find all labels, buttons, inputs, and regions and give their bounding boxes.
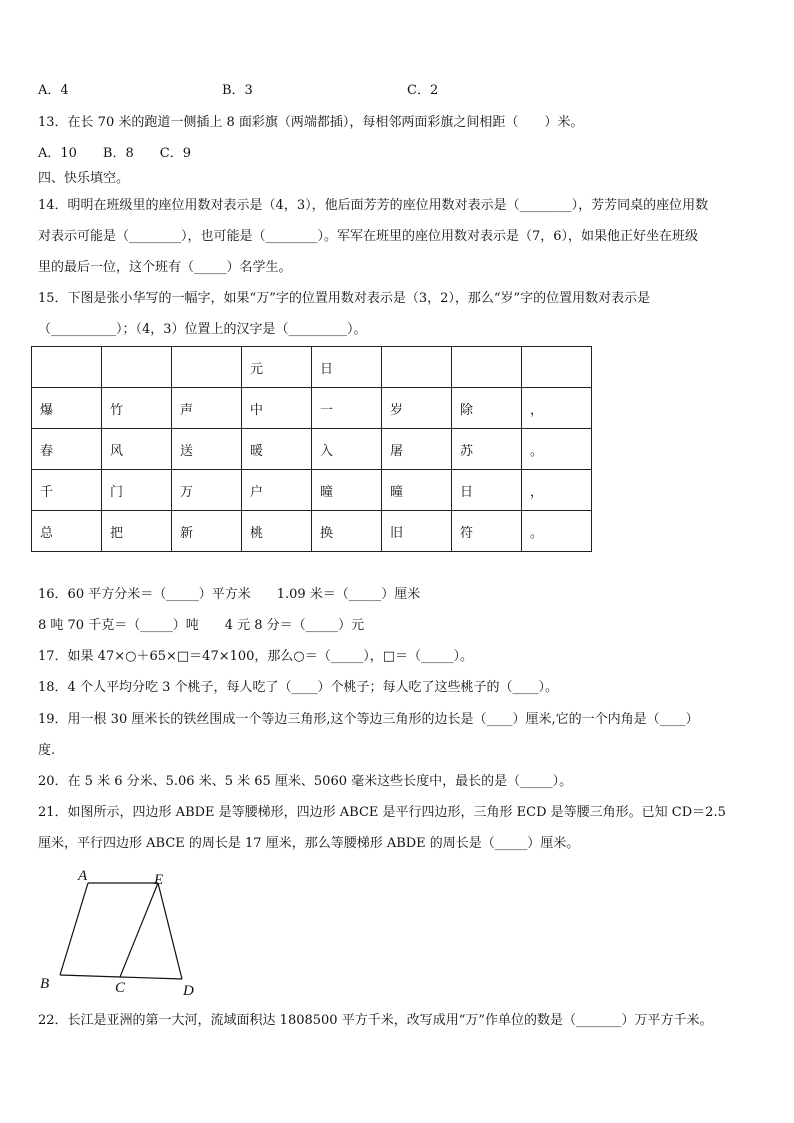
question-17: 17．如果 47×○＋65×□＝47×100，那么○＝（_____），□＝（_____）。 — [38, 649, 474, 664]
grid-cell — [102, 347, 172, 388]
question-18: 18．4 个人平均分吃 3 个桃子，每人吃了（____）个桃子；每人吃了这些桃子的（____）。 — [38, 680, 558, 695]
calligraphy-grid — [31, 346, 592, 552]
segment-ec — [120, 883, 158, 977]
question-19-line-2: 度. — [38, 743, 56, 758]
grid-cell: 苏 — [452, 429, 522, 470]
question-15-line-2: （__________）；（4，3）位置上的汉字是（_________）。 — [38, 322, 367, 337]
grid-cell: 风 — [102, 429, 172, 470]
question-13-options: A．10 B．8 C．9 — [38, 146, 191, 161]
grid-cell: 一 — [312, 388, 382, 429]
grid-row — [32, 470, 592, 511]
grid-cell: 除 — [452, 388, 522, 429]
grid-cell — [382, 347, 452, 388]
grid-cell: 万 — [172, 470, 242, 511]
grid-cell: 竹 — [102, 388, 172, 429]
segment-ed — [158, 883, 182, 979]
grid-cell: 符 — [452, 511, 522, 552]
grid-cell: 桃 — [242, 511, 312, 552]
grid-cell: 入 — [312, 429, 382, 470]
question-21-line-1: 21．如图所示，四边形 ABDE 是等腰梯形，四边形 ABCE 是平行四边形，三角形 ECD 是等腰三角形。已知 CD＝2.5 — [38, 805, 726, 820]
grid-cell — [32, 347, 102, 388]
grid-cell: 日 — [452, 470, 522, 511]
grid-cell: 。 — [522, 511, 592, 552]
grid-cell: 春 — [32, 429, 102, 470]
grid-cell: 曈 — [382, 470, 452, 511]
segment-ab — [60, 883, 88, 975]
label-d: D — [183, 983, 194, 999]
question-20: 20．在 5 米 6 分米、5.06 米、5 米 65 厘米、5060 毫米这些长度中，最长的是（_____）。 — [38, 774, 573, 789]
grid-cell: 屠 — [382, 429, 452, 470]
question-13: 13．在长 70 米的跑道一侧插上 8 面彩旗（两端都插），每相邻两面彩旗之间相距（ ）米。 — [38, 115, 584, 130]
option-a: A．4 — [38, 83, 69, 98]
question-14-line-1: 14．明明在班级里的座位用数对表示是（4，3），他后面芳芳的座位用数对表示是（________），芳芳同桌的座位用数 — [38, 198, 709, 213]
grid-cell: 日 — [312, 347, 382, 388]
option-b: B．3 — [222, 83, 253, 98]
label-c: C — [115, 980, 126, 996]
grid-row — [32, 347, 592, 388]
grid-cell: 送 — [172, 429, 242, 470]
question-14-line-2: 对表示可能是（________），也可能是（________）。军军在班里的座位用数对表示是（7，6），如果他正好坐在班级 — [38, 229, 699, 244]
grid-cell: 声 — [172, 388, 242, 429]
grid-cell: 新 — [172, 511, 242, 552]
grid-row — [32, 511, 592, 552]
grid-cell: 门 — [102, 470, 172, 511]
grid-cell: ， — [522, 470, 592, 511]
question-16-line-2: 8 吨 70 千克＝（_____）吨 4 元 8 分＝（_____）元 — [38, 618, 365, 633]
section-heading: 四、快乐填空。 — [38, 171, 130, 186]
grid-cell: 岁 — [382, 388, 452, 429]
grid-cell: 总 — [32, 511, 102, 552]
label-e: E — [154, 872, 164, 888]
question-14-line-3: 里的最后一位，这个班有（_____）名学生。 — [38, 260, 292, 275]
grid-cell: 旧 — [382, 511, 452, 552]
grid-cell — [522, 347, 592, 388]
grid-cell: 暖 — [242, 429, 312, 470]
grid-cell: 千 — [32, 470, 102, 511]
grid-cell — [452, 347, 522, 388]
grid-cell: 户 — [242, 470, 312, 511]
grid-cell: ， — [522, 388, 592, 429]
grid-row — [32, 429, 592, 470]
grid-cell: 元 — [242, 347, 312, 388]
grid-cell: 爆 — [32, 388, 102, 429]
label-b: B — [40, 976, 50, 992]
grid-cell: 把 — [102, 511, 172, 552]
question-21-line-2: 厘米，平行四边形 ABCE 的周长是 17 厘米，那么等腰梯形 ABDE 的周长是（_____）厘米。 — [38, 836, 580, 851]
label-a: A — [78, 868, 88, 884]
trapezoid-figure — [30, 862, 210, 1002]
grid-cell: 。 — [522, 429, 592, 470]
question-15-line-1: 15．下图是张小华写的一幅字，如果“万”字的位置用数对表示是（3，2），那么“岁”字的位置用数对表示是 — [38, 291, 651, 306]
grid-cell: 换 — [312, 511, 382, 552]
grid-cell: 中 — [242, 388, 312, 429]
grid-cell: 曈 — [312, 470, 382, 511]
option-c: C．2 — [407, 83, 439, 98]
grid-row — [32, 388, 592, 429]
question-19-line-1: 19．用一根 30 厘米长的铁丝围成一个等边三角形,这个等边三角形的边长是（____）厘米,它的一个内角是（____） — [38, 712, 699, 727]
question-22: 22．长江是亚洲的第一大河，流域面积达 1808500 平方千米，改写成用“万”作单位的数是（_______）万平方千米。 — [38, 1013, 713, 1028]
question-16-line-1: 16．60 平方分米＝（_____）平方米 1.09 米＝（_____）厘米 — [38, 587, 421, 602]
grid-cell — [172, 347, 242, 388]
